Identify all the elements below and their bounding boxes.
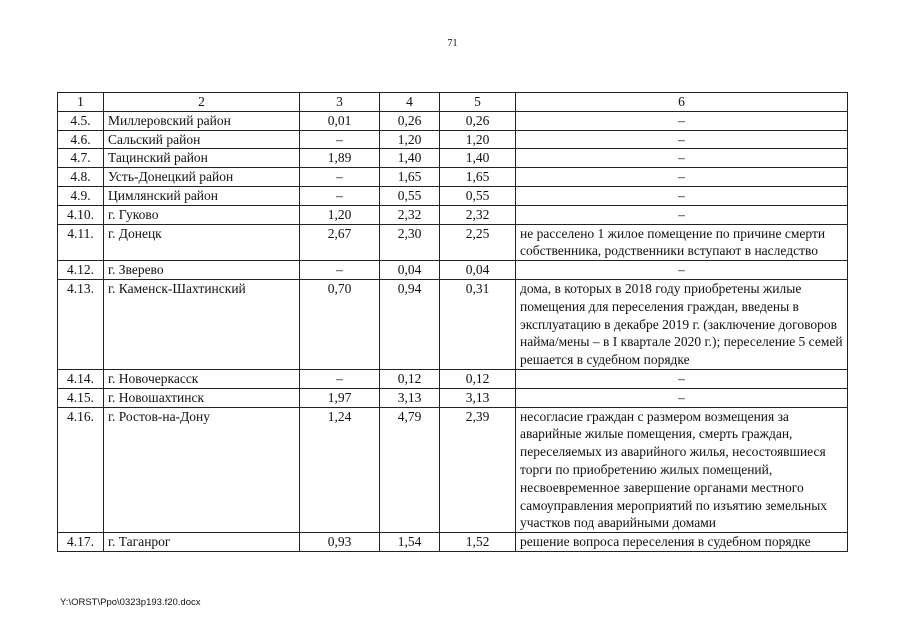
note-cell: – [516, 149, 848, 168]
value-col-4: 1,40 [380, 149, 440, 168]
note-cell: не расселено 1 жилое помещение по причине смерти собственника, родственники вступают в наследство [516, 224, 848, 261]
row-number: 4.8. [58, 168, 104, 187]
value-col-3: – [300, 369, 380, 388]
value-col-3: 1,24 [300, 407, 380, 533]
municipality-name: Тацинский район [104, 149, 300, 168]
value-col-3: 0,70 [300, 279, 380, 369]
row-number: 4.11. [58, 224, 104, 261]
value-col-3: 1,89 [300, 149, 380, 168]
value-col-3: 1,20 [300, 205, 380, 224]
row-number: 4.14. [58, 369, 104, 388]
table-row [58, 369, 848, 388]
note-cell: – [516, 186, 848, 205]
table-row [58, 279, 848, 369]
row-number: 4.12. [58, 261, 104, 280]
row-number: 4.5. [58, 111, 104, 130]
municipality-name: г. Ростов-на-Дону [104, 407, 300, 533]
value-col-3: – [300, 168, 380, 187]
table-row [58, 205, 848, 224]
value-col-3: 2,67 [300, 224, 380, 261]
table-header-row [58, 93, 848, 112]
row-number: 4.16. [58, 407, 104, 533]
note-cell: – [516, 111, 848, 130]
header-cell: 1 [58, 93, 104, 112]
municipality-name: г. Новошахтинск [104, 388, 300, 407]
municipality-name: Усть-Донецкий район [104, 168, 300, 187]
municipality-name: Миллеровский район [104, 111, 300, 130]
value-col-5: 2,32 [440, 205, 516, 224]
table-row [58, 224, 848, 261]
value-col-4: 1,54 [380, 533, 440, 552]
note-cell: – [516, 369, 848, 388]
value-col-4: 0,94 [380, 279, 440, 369]
value-col-4: 3,13 [380, 388, 440, 407]
table-row [58, 130, 848, 149]
municipality-name: Цимлянский район [104, 186, 300, 205]
row-number: 4.13. [58, 279, 104, 369]
value-col-4: 1,65 [380, 168, 440, 187]
note-cell: дома, в которых в 2018 году приобретены жилые помещения для переселения граждан, введены в эксплуатацию в декабре 2019 г. (заключение договоров найма/мены – в I квартале 2020 г.); переселение 5 семей решается в судебном порядке [516, 279, 848, 369]
value-col-4: 1,20 [380, 130, 440, 149]
municipality-name: г. Таганрог [104, 533, 300, 552]
value-col-4: 4,79 [380, 407, 440, 533]
value-col-3: 0,01 [300, 111, 380, 130]
note-cell: – [516, 261, 848, 280]
value-col-5: 1,40 [440, 149, 516, 168]
value-col-5: 1,20 [440, 130, 516, 149]
value-col-5: 0,12 [440, 369, 516, 388]
value-col-5: 2,25 [440, 224, 516, 261]
value-col-3: 1,97 [300, 388, 380, 407]
municipality-name: г. Каменск-Шахтинский [104, 279, 300, 369]
note-cell: – [516, 130, 848, 149]
note-cell: решение вопроса переселения в судебном порядке [516, 533, 848, 552]
value-col-5: 3,13 [440, 388, 516, 407]
header-cell: 5 [440, 93, 516, 112]
table-row [58, 149, 848, 168]
municipality-name: г. Донецк [104, 224, 300, 261]
note-cell: – [516, 168, 848, 187]
value-col-5: 0,26 [440, 111, 516, 130]
row-number: 4.7. [58, 149, 104, 168]
value-col-3: – [300, 261, 380, 280]
page-number: 71 [447, 38, 458, 49]
table-row [58, 533, 848, 552]
table-row [58, 407, 848, 533]
data-table [57, 92, 848, 552]
note-cell: – [516, 205, 848, 224]
value-col-4: 0,26 [380, 111, 440, 130]
municipality-name: г. Гуково [104, 205, 300, 224]
value-col-4: 0,12 [380, 369, 440, 388]
value-col-5: 0,55 [440, 186, 516, 205]
header-cell: 4 [380, 93, 440, 112]
value-col-4: 0,04 [380, 261, 440, 280]
table-row [58, 261, 848, 280]
value-col-5: 0,31 [440, 279, 516, 369]
note-cell: – [516, 388, 848, 407]
header-cell: 3 [300, 93, 380, 112]
header-cell: 6 [516, 93, 848, 112]
value-col-3: 0,93 [300, 533, 380, 552]
header-cell: 2 [104, 93, 300, 112]
municipality-name: г. Новочеркасск [104, 369, 300, 388]
municipality-name: Сальский район [104, 130, 300, 149]
row-number: 4.10. [58, 205, 104, 224]
row-number: 4.17. [58, 533, 104, 552]
value-col-5: 2,39 [440, 407, 516, 533]
table-row [58, 388, 848, 407]
note-cell: несогласие граждан с размером возмещения за аварийные жилые помещения, смерть граждан, переселяемых из аварийного жилья, несостоявшиеся торги по приобретению жилых помещений, несвоевременное завершение органами местного самоуправления мероприятий по изъятию земельных участков под аварийными домами [516, 407, 848, 533]
row-number: 4.9. [58, 186, 104, 205]
file-path-footer: Y:\ORST\Ppo\0323p193.f20.docx [60, 597, 201, 608]
table-row [58, 111, 848, 130]
value-col-3: – [300, 130, 380, 149]
value-col-4: 2,30 [380, 224, 440, 261]
value-col-5: 0,04 [440, 261, 516, 280]
row-number: 4.6. [58, 130, 104, 149]
row-number: 4.15. [58, 388, 104, 407]
value-col-4: 0,55 [380, 186, 440, 205]
table-row [58, 186, 848, 205]
table-row [58, 168, 848, 187]
municipality-name: г. Зверево [104, 261, 300, 280]
value-col-4: 2,32 [380, 205, 440, 224]
value-col-5: 1,65 [440, 168, 516, 187]
value-col-5: 1,52 [440, 533, 516, 552]
value-col-3: – [300, 186, 380, 205]
